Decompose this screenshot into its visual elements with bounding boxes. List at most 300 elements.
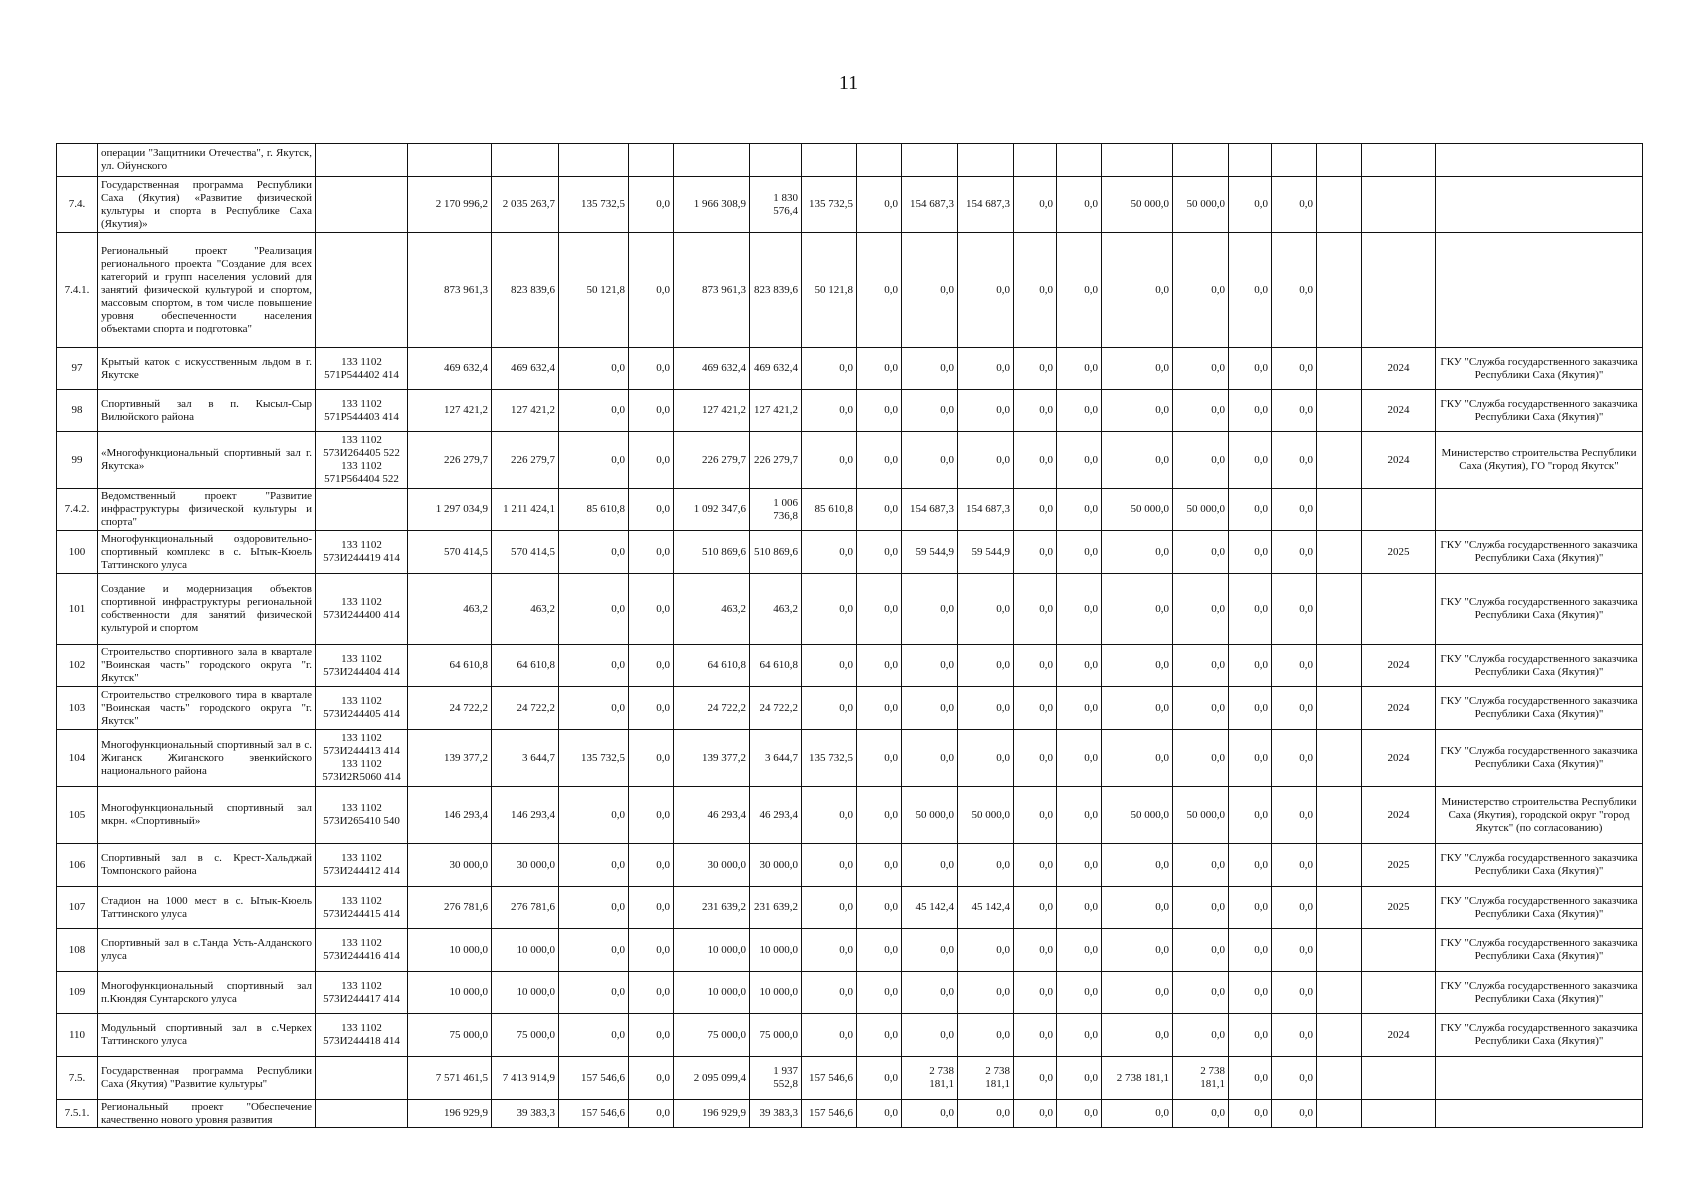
amount-cell: 7 413 914,9 [492, 1057, 559, 1100]
object-name: «Многофункциональный спортивный зал г. Якутска» [98, 432, 316, 489]
amount-cell: 154 687,3 [958, 177, 1014, 233]
row-number: 100 [57, 531, 98, 574]
budget-code: 133 1102 573И264405 522 133 1102 571P564404 522 [316, 432, 408, 489]
budget-code: 133 1102 573И244400 414 [316, 574, 408, 645]
amount-cell: 127 421,2 [674, 390, 750, 432]
amount-cell: 0,0 [902, 1014, 958, 1057]
year-cell [1362, 144, 1436, 177]
amount-cell: 0,0 [1057, 844, 1102, 887]
object-name: Создание и модернизация объектов спортивной инфраструктуры региональной собственности для занятий физической культурой и спортом [98, 574, 316, 645]
amount-cell: 0,0 [1229, 887, 1272, 929]
amount-cell: 0,0 [857, 887, 902, 929]
budget-code [316, 144, 408, 177]
amount-cell: 0,0 [802, 787, 857, 844]
budget-code [316, 1057, 408, 1100]
amount-cell: 50 000,0 [1173, 489, 1229, 531]
year-cell [1362, 177, 1436, 233]
amount-cell: 0,0 [1272, 432, 1317, 489]
table-row [57, 887, 1643, 929]
responsible-org: ГКУ "Служба государственного заказчика Республики Саха (Якутия)" [1436, 972, 1643, 1014]
amount-cell: 64 610,8 [750, 645, 802, 687]
row-number: 7.4. [57, 177, 98, 233]
budget-code: 133 1102 573И244413 414 133 1102 573И2R5060 414 [316, 730, 408, 787]
responsible-org [1436, 489, 1643, 531]
amount-cell: 873 961,3 [674, 233, 750, 348]
year-cell: 2024 [1362, 432, 1436, 489]
amount-cell: 64 610,8 [674, 645, 750, 687]
amount-cell: 0,0 [559, 348, 629, 390]
amount-cell: 75 000,0 [492, 1014, 559, 1057]
amount-cell: 2 035 263,7 [492, 177, 559, 233]
responsible-org: ГКУ "Служба государственного заказчика Республики Саха (Якутия)" [1436, 348, 1643, 390]
amount-cell: 0,0 [857, 390, 902, 432]
amount-cell: 0,0 [559, 972, 629, 1014]
amount-cell: 0,0 [1057, 489, 1102, 531]
amount-cell: 196 929,9 [408, 1100, 492, 1128]
amount-cell: 0,0 [1173, 730, 1229, 787]
amount-cell: 0,0 [902, 645, 958, 687]
amount-cell: 0,0 [1014, 1100, 1057, 1128]
amount-cell: 0,0 [802, 929, 857, 972]
amount-cell: 0,0 [857, 574, 902, 645]
amount-cell: 0,0 [1014, 489, 1057, 531]
amount-cell: 0,0 [1102, 531, 1173, 574]
amount-cell: 0,0 [958, 1014, 1014, 1057]
amount-cell: 1 211 424,1 [492, 489, 559, 531]
amount-cell: 0,0 [1229, 348, 1272, 390]
budget-code: 133 1102 573И244417 414 [316, 972, 408, 1014]
amount-cell: 0,0 [958, 730, 1014, 787]
amount-cell [1317, 645, 1362, 687]
amount-cell [902, 144, 958, 177]
page-number: 11 [838, 72, 859, 94]
amount-cell: 510 869,6 [750, 531, 802, 574]
amount-cell: 0,0 [559, 1014, 629, 1057]
amount-cell: 0,0 [1057, 531, 1102, 574]
amount-cell: 0,0 [1057, 730, 1102, 787]
amount-cell: 46 293,4 [674, 787, 750, 844]
amount-cell [1317, 730, 1362, 787]
amount-cell: 0,0 [902, 844, 958, 887]
amount-cell [408, 144, 492, 177]
amount-cell [750, 144, 802, 177]
amount-cell: 0,0 [1014, 432, 1057, 489]
amount-cell: 0,0 [559, 432, 629, 489]
amount-cell: 0,0 [629, 574, 674, 645]
amount-cell: 0,0 [629, 787, 674, 844]
table-row [57, 390, 1643, 432]
amount-cell: 226 279,7 [492, 432, 559, 489]
budget-code: 133 1102 573И244419 414 [316, 531, 408, 574]
amount-cell: 39 383,3 [492, 1100, 559, 1128]
object-name: Строительство стрелкового тира в квартале "Воинская часть" городского округа "г. Якутск" [98, 687, 316, 730]
amount-cell: 0,0 [1014, 972, 1057, 1014]
amount-cell: 0,0 [1057, 1014, 1102, 1057]
amount-cell: 0,0 [1102, 972, 1173, 1014]
amount-cell: 463,2 [750, 574, 802, 645]
responsible-org: Министерство строительства Республики Саха (Якутия), ГО "город Якутск" [1436, 432, 1643, 489]
amount-cell: 469 632,4 [750, 348, 802, 390]
amount-cell [1272, 144, 1317, 177]
amount-cell: 0,0 [1102, 687, 1173, 730]
amount-cell: 0,0 [1272, 177, 1317, 233]
row-number: 7.4.1. [57, 233, 98, 348]
amount-cell: 10 000,0 [750, 972, 802, 1014]
amount-cell: 50 000,0 [1102, 177, 1173, 233]
amount-cell: 226 279,7 [750, 432, 802, 489]
amount-cell: 0,0 [1229, 574, 1272, 645]
responsible-org: ГКУ "Служба государственного заказчика Республики Саха (Якутия)" [1436, 887, 1643, 929]
amount-cell: 0,0 [1229, 929, 1272, 972]
amount-cell: 873 961,3 [408, 233, 492, 348]
object-name: Многофункциональный спортивный зал мкрн. «Спортивный» [98, 787, 316, 844]
row-number: 110 [57, 1014, 98, 1057]
amount-cell: 46 293,4 [750, 787, 802, 844]
amount-cell: 135 732,5 [802, 177, 857, 233]
amount-cell: 10 000,0 [408, 929, 492, 972]
amount-cell: 0,0 [857, 432, 902, 489]
amount-cell: 50 000,0 [1173, 177, 1229, 233]
amount-cell: 0,0 [1272, 531, 1317, 574]
responsible-org: ГКУ "Служба государственного заказчика Республики Саха (Якутия)" [1436, 929, 1643, 972]
amount-cell: 0,0 [1102, 348, 1173, 390]
amount-cell: 0,0 [1173, 233, 1229, 348]
amount-cell: 0,0 [629, 730, 674, 787]
row-number: 107 [57, 887, 98, 929]
object-name: Региональный проект "Обеспечение качественно нового уровня развития [98, 1100, 316, 1128]
object-name: Государственная программа Республики Саха (Якутия) "Развитие культуры" [98, 1057, 316, 1100]
responsible-org: ГКУ "Служба государственного заказчика Республики Саха (Якутия)" [1436, 1014, 1643, 1057]
amount-cell: 276 781,6 [492, 887, 559, 929]
amount-cell: 30 000,0 [674, 844, 750, 887]
amount-cell [674, 144, 750, 177]
amount-cell: 50 121,8 [802, 233, 857, 348]
amount-cell: 0,0 [802, 972, 857, 1014]
amount-cell: 0,0 [1102, 233, 1173, 348]
amount-cell: 0,0 [1229, 972, 1272, 1014]
amount-cell: 0,0 [1057, 887, 1102, 929]
amount-cell: 0,0 [958, 432, 1014, 489]
object-name: Спортивный зал в п. Кысыл-Сыр Вилюйского района [98, 390, 316, 432]
amount-cell: 510 869,6 [674, 531, 750, 574]
amount-cell: 0,0 [1014, 687, 1057, 730]
amount-cell: 0,0 [1014, 844, 1057, 887]
amount-cell: 0,0 [1229, 844, 1272, 887]
amount-cell: 24 722,2 [408, 687, 492, 730]
amount-cell: 0,0 [1229, 687, 1272, 730]
amount-cell: 0,0 [1272, 929, 1317, 972]
amount-cell: 0,0 [857, 972, 902, 1014]
amount-cell: 0,0 [559, 390, 629, 432]
amount-cell: 50 000,0 [1102, 787, 1173, 844]
amount-cell: 0,0 [1173, 1100, 1229, 1128]
amount-cell: 45 142,4 [958, 887, 1014, 929]
amount-cell: 0,0 [559, 687, 629, 730]
amount-cell: 50 121,8 [559, 233, 629, 348]
amount-cell: 0,0 [1272, 687, 1317, 730]
amount-cell: 0,0 [1173, 348, 1229, 390]
amount-cell: 75 000,0 [408, 1014, 492, 1057]
amount-cell [1317, 1100, 1362, 1128]
year-cell: 2024 [1362, 687, 1436, 730]
responsible-org [1436, 144, 1643, 177]
amount-cell: 0,0 [629, 1014, 674, 1057]
amount-cell: 7 571 461,5 [408, 1057, 492, 1100]
amount-cell: 0,0 [1014, 645, 1057, 687]
year-cell [1362, 972, 1436, 1014]
amount-cell: 0,0 [1229, 233, 1272, 348]
amount-cell: 1 830 576,4 [750, 177, 802, 233]
amount-cell: 0,0 [857, 531, 902, 574]
amount-cell: 0,0 [629, 432, 674, 489]
amount-cell: 157 546,6 [802, 1057, 857, 1100]
amount-cell: 3 644,7 [492, 730, 559, 787]
amount-cell: 0,0 [1102, 432, 1173, 489]
responsible-org: ГКУ "Служба государственного заказчика Республики Саха (Якутия)" [1436, 390, 1643, 432]
year-cell: 2024 [1362, 787, 1436, 844]
amount-cell: 0,0 [559, 574, 629, 645]
responsible-org [1436, 1057, 1643, 1100]
table-row [57, 574, 1643, 645]
row-number: 7.4.2. [57, 489, 98, 531]
responsible-org: ГКУ "Служба государственного заказчика Республики Саха (Якутия)" [1436, 687, 1643, 730]
amount-cell [1317, 1014, 1362, 1057]
amount-cell: 0,0 [629, 233, 674, 348]
responsible-org [1436, 177, 1643, 233]
amount-cell: 0,0 [958, 844, 1014, 887]
year-cell: 2024 [1362, 390, 1436, 432]
table-row [57, 177, 1643, 233]
amount-cell [1014, 144, 1057, 177]
amount-cell: 0,0 [857, 233, 902, 348]
amount-cell: 146 293,4 [492, 787, 559, 844]
amount-cell: 10 000,0 [492, 972, 559, 1014]
amount-cell: 469 632,4 [492, 348, 559, 390]
amount-cell: 3 644,7 [750, 730, 802, 787]
amount-cell: 0,0 [857, 177, 902, 233]
budget-code: 133 1102 573И244418 414 [316, 1014, 408, 1057]
row-number: 7.5.1. [57, 1100, 98, 1128]
amount-cell [1317, 687, 1362, 730]
amount-cell: 0,0 [1014, 730, 1057, 787]
amount-cell: 127 421,2 [408, 390, 492, 432]
amount-cell: 0,0 [629, 645, 674, 687]
amount-cell: 226 279,7 [408, 432, 492, 489]
budget-code [316, 489, 408, 531]
budget-code [316, 233, 408, 348]
year-cell [1362, 574, 1436, 645]
amount-cell: 0,0 [1173, 645, 1229, 687]
amount-cell: 0,0 [1057, 348, 1102, 390]
amount-cell: 0,0 [1057, 972, 1102, 1014]
amount-cell: 0,0 [1102, 844, 1173, 887]
amount-cell: 0,0 [802, 531, 857, 574]
year-cell: 2024 [1362, 730, 1436, 787]
amount-cell [1173, 144, 1229, 177]
amount-cell: 0,0 [1173, 972, 1229, 1014]
table-row [57, 531, 1643, 574]
year-cell [1362, 1057, 1436, 1100]
year-cell [1362, 233, 1436, 348]
amount-cell: 0,0 [902, 1100, 958, 1128]
amount-cell: 0,0 [857, 489, 902, 531]
amount-cell: 0,0 [802, 1014, 857, 1057]
amount-cell: 0,0 [1229, 531, 1272, 574]
table-row [57, 348, 1643, 390]
row-number: 105 [57, 787, 98, 844]
table-row [57, 787, 1643, 844]
object-name: операции "Защитники Отечества", г. Якутск, ул. Ойунского [98, 144, 316, 177]
row-number: 102 [57, 645, 98, 687]
amount-cell: 0,0 [857, 1057, 902, 1100]
amount-cell: 0,0 [1229, 1100, 1272, 1128]
amount-cell: 50 000,0 [1173, 787, 1229, 844]
amount-cell: 0,0 [1229, 432, 1272, 489]
amount-cell: 463,2 [674, 574, 750, 645]
amount-cell: 139 377,2 [674, 730, 750, 787]
amount-cell: 24 722,2 [674, 687, 750, 730]
amount-cell: 1 006 736,8 [750, 489, 802, 531]
amount-cell: 0,0 [1057, 574, 1102, 645]
amount-cell [1317, 574, 1362, 645]
amount-cell: 10 000,0 [408, 972, 492, 1014]
amount-cell: 135 732,5 [559, 177, 629, 233]
amount-cell [1317, 531, 1362, 574]
object-name: Государственная программа Республики Саха (Якутия) «Развитие физической культуры и спорта в Республике Саха (Якутия)» [98, 177, 316, 233]
budget-code: 133 1102 573И244412 414 [316, 844, 408, 887]
amount-cell: 0,0 [902, 574, 958, 645]
amount-cell: 0,0 [1014, 531, 1057, 574]
budget-code [316, 1100, 408, 1128]
amount-cell [1317, 233, 1362, 348]
amount-cell: 0,0 [1272, 645, 1317, 687]
amount-cell [1317, 348, 1362, 390]
amount-cell: 0,0 [1014, 1014, 1057, 1057]
amount-cell: 0,0 [902, 432, 958, 489]
amount-cell: 0,0 [1057, 1100, 1102, 1128]
amount-cell: 0,0 [958, 687, 1014, 730]
amount-cell: 231 639,2 [674, 887, 750, 929]
amount-cell: 24 722,2 [750, 687, 802, 730]
amount-cell: 135 732,5 [559, 730, 629, 787]
amount-cell: 0,0 [1173, 432, 1229, 489]
amount-cell: 127 421,2 [492, 390, 559, 432]
amount-cell [492, 144, 559, 177]
amount-cell: 85 610,8 [559, 489, 629, 531]
amount-cell: 0,0 [1173, 687, 1229, 730]
amount-cell: 0,0 [958, 972, 1014, 1014]
amount-cell: 0,0 [1229, 787, 1272, 844]
amount-cell: 10 000,0 [492, 929, 559, 972]
amount-cell: 0,0 [1229, 489, 1272, 531]
amount-cell: 0,0 [1014, 929, 1057, 972]
amount-cell: 0,0 [559, 531, 629, 574]
responsible-org: ГКУ "Служба государственного заказчика Республики Саха (Якутия)" [1436, 844, 1643, 887]
table-row [57, 687, 1643, 730]
amount-cell: 2 738 181,1 [1173, 1057, 1229, 1100]
amount-cell [958, 144, 1014, 177]
amount-cell [629, 144, 674, 177]
amount-cell [1317, 887, 1362, 929]
year-cell [1362, 929, 1436, 972]
amount-cell: 30 000,0 [492, 844, 559, 887]
amount-cell: 0,0 [857, 730, 902, 787]
amount-cell: 463,2 [492, 574, 559, 645]
amount-cell: 469 632,4 [408, 348, 492, 390]
amount-cell: 1 966 308,9 [674, 177, 750, 233]
table-row [57, 972, 1643, 1014]
amount-cell: 0,0 [1057, 1057, 1102, 1100]
amount-cell: 0,0 [629, 929, 674, 972]
amount-cell: 0,0 [1229, 1057, 1272, 1100]
amount-cell: 0,0 [1102, 730, 1173, 787]
amount-cell: 0,0 [1272, 730, 1317, 787]
amount-cell: 570 414,5 [492, 531, 559, 574]
amount-cell: 570 414,5 [408, 531, 492, 574]
budget-code: 133 1102 573И265410 540 [316, 787, 408, 844]
amount-cell: 469 632,4 [674, 348, 750, 390]
amount-cell: 0,0 [629, 348, 674, 390]
amount-cell [1102, 144, 1173, 177]
amount-cell: 0,0 [958, 1100, 1014, 1128]
table-row [57, 645, 1643, 687]
table-row [57, 233, 1643, 348]
amount-cell [1229, 144, 1272, 177]
amount-cell: 39 383,3 [750, 1100, 802, 1128]
amount-cell: 226 279,7 [674, 432, 750, 489]
table-row [57, 730, 1643, 787]
amount-cell: 0,0 [1057, 233, 1102, 348]
table-row [57, 1100, 1643, 1128]
amount-cell: 0,0 [1102, 929, 1173, 972]
responsible-org [1436, 233, 1643, 348]
amount-cell: 0,0 [1272, 844, 1317, 887]
amount-cell: 24 722,2 [492, 687, 559, 730]
amount-cell: 0,0 [1272, 787, 1317, 844]
amount-cell: 45 142,4 [902, 887, 958, 929]
year-cell: 2024 [1362, 1014, 1436, 1057]
amount-cell: 0,0 [1102, 887, 1173, 929]
row-number: 99 [57, 432, 98, 489]
amount-cell: 0,0 [1173, 1014, 1229, 1057]
row-number: 104 [57, 730, 98, 787]
amount-cell: 0,0 [1173, 390, 1229, 432]
amount-cell [1317, 144, 1362, 177]
amount-cell: 157 546,6 [559, 1057, 629, 1100]
amount-cell [1317, 929, 1362, 972]
table-row [57, 489, 1643, 531]
year-cell: 2025 [1362, 887, 1436, 929]
amount-cell: 0,0 [1014, 574, 1057, 645]
year-cell: 2024 [1362, 348, 1436, 390]
row-number: 101 [57, 574, 98, 645]
amount-cell: 0,0 [958, 645, 1014, 687]
amount-cell [1317, 972, 1362, 1014]
amount-cell: 0,0 [1272, 233, 1317, 348]
amount-cell: 823 839,6 [492, 233, 559, 348]
amount-cell: 276 781,6 [408, 887, 492, 929]
object-name: Многофункциональный спортивный зал п.Кюндяя Сунтарского улуса [98, 972, 316, 1014]
amount-cell: 0,0 [902, 390, 958, 432]
amount-cell: 0,0 [1057, 177, 1102, 233]
amount-cell: 154 687,3 [902, 177, 958, 233]
amount-cell: 0,0 [802, 844, 857, 887]
year-cell [1362, 489, 1436, 531]
responsible-org: ГКУ "Служба государственного заказчика Республики Саха (Якутия)" [1436, 574, 1643, 645]
amount-cell [1057, 144, 1102, 177]
responsible-org: Министерство строительства Республики Саха (Якутия), городской округ "город Якутск" (по согласованию) [1436, 787, 1643, 844]
amount-cell: 0,0 [1014, 887, 1057, 929]
